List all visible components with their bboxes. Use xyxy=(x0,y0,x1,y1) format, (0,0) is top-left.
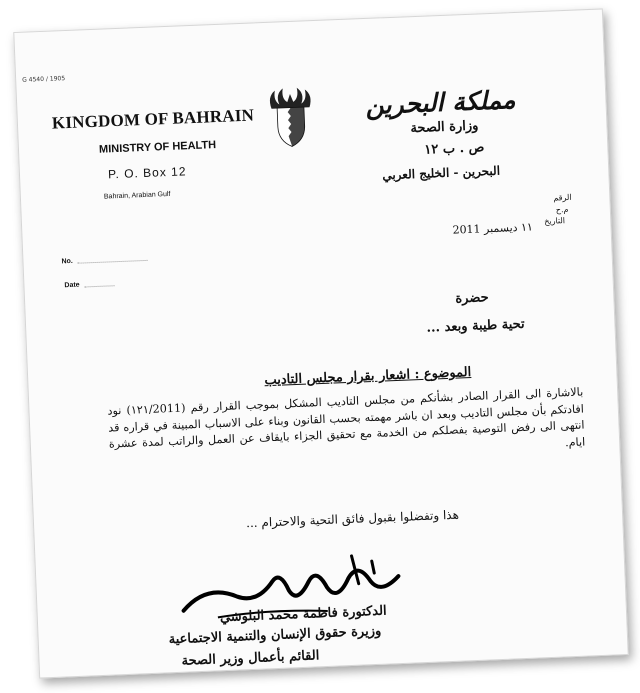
form-code: G 4540 / 1905 xyxy=(22,75,66,84)
letter-body: بالاشارة الى القرار الصادر بشأنكم من مجلس التاديب المشكل بموجب القرار رقم (١٢١/2011) نود افادتكم بأن مجلس التاديب وبعد ان باشر مهمته بحسب القانون وبناء على الاسباب المبينة في قراره قد انتهى الى رفض التوصية بفصلكم من الخدمة مع تحقيق الجزاء بايقاف عن العمل والراتب لمدة عشرة ايام. xyxy=(107,385,586,451)
reference-label: الرقم xyxy=(553,192,572,203)
signatory-title-1: وزيرة حقوق الإنسان والتنمية الاجتماعية xyxy=(168,623,382,648)
closing-line: هذا وتفضلوا بقبول فائق التحية والاحترام ... xyxy=(245,507,460,531)
english-address: Bahrain, Arabian Gulf xyxy=(103,190,171,201)
english-date-label: Date xyxy=(64,281,80,290)
english-ministry-heading: MINISTRY OF HEALTH xyxy=(98,139,217,156)
no-field-line xyxy=(78,260,148,264)
arabic-po-box: ص . ب ١٢ xyxy=(424,140,485,158)
letter-page xyxy=(13,8,628,678)
arabic-ministry-heading: وزارة الصحة xyxy=(410,118,479,137)
reference-value: م.ح xyxy=(555,204,569,215)
english-kingdom-heading: KINGDOM OF BAHRAIN xyxy=(51,105,255,133)
date-label-arabic: التاريخ xyxy=(544,216,566,226)
date-field-line xyxy=(85,285,115,287)
signatory-title-2: القائم بأعمال وزير الصحة xyxy=(181,648,320,669)
english-no-label: No. xyxy=(61,257,73,266)
signatory-name: الدكتورة فاطمة محمد البلوشي xyxy=(219,603,387,626)
bahrain-emblem-icon xyxy=(267,85,315,149)
attention-line: حضرة xyxy=(455,290,489,307)
arabic-kingdom-heading: مملكة البحرين xyxy=(364,85,517,121)
arabic-address: البحرين - الخليج العربي xyxy=(382,163,501,183)
english-po-box: P. O. Box 12 xyxy=(107,164,187,182)
letter-date: ١١ ديسمبر 2011 xyxy=(452,220,534,237)
subject-line: الموضوع : اشعار بقرار مجلس التاديب xyxy=(264,365,472,389)
greeting-line: تحية طيبة وبعد ... xyxy=(426,316,525,336)
